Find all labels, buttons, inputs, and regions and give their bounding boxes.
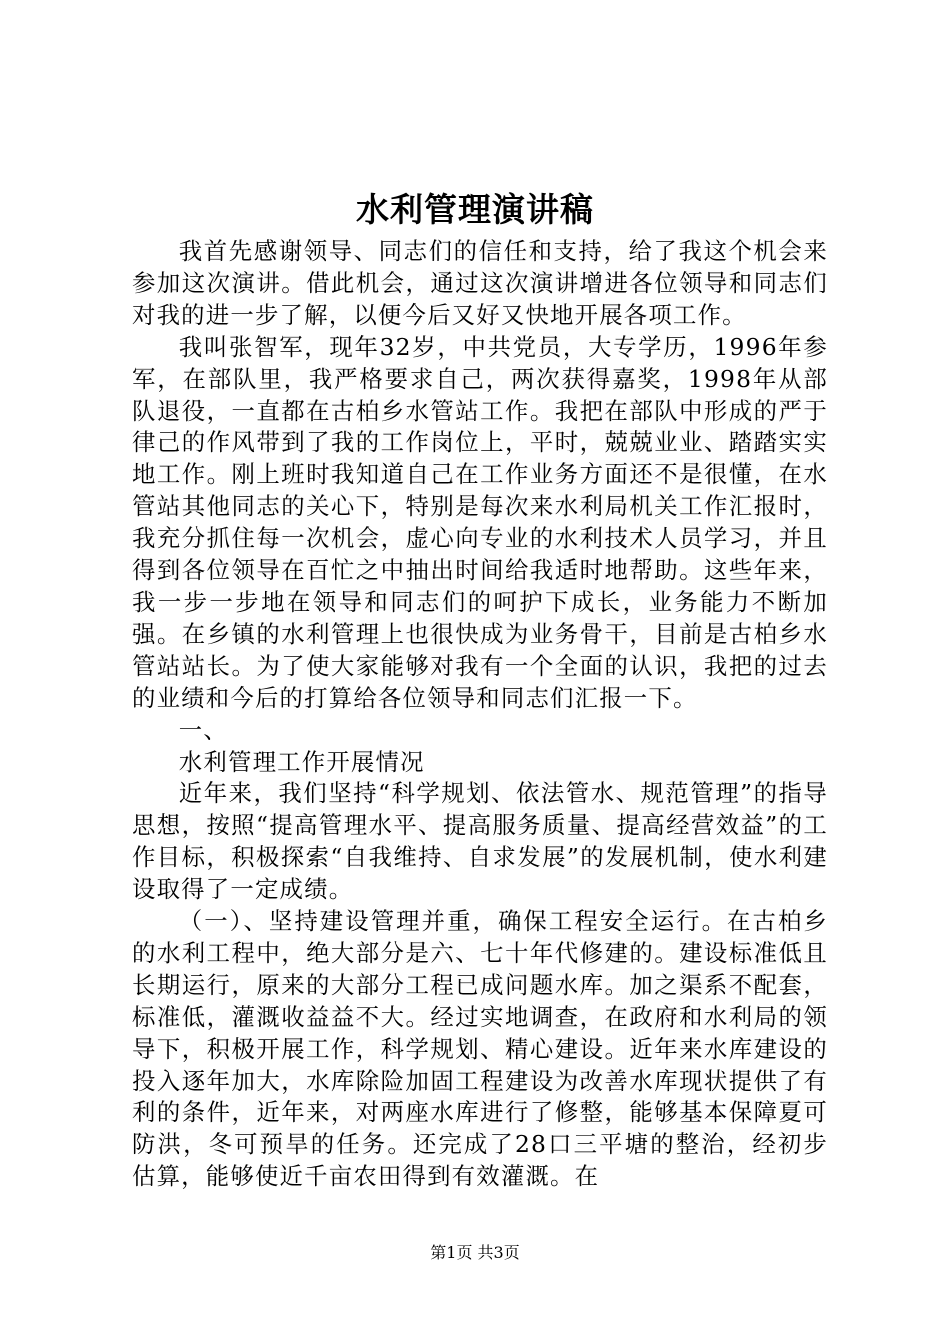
paragraph-item-one: （一）、坚持建设管理并重，确保工程安全运行。在古柏乡的水利工程中，绝大部分是六、七十年代修建的。建设标准低且长期运行，原来的大部分工程已成问题水库。加之渠系不配套，标准低，灌溉收益益不大。经过实地调查，在政府和水利局的领导下，积极开展工作，科学规划、精心建设。近年来水库建设的投入逐年加大，水库除险加固工程建设为改善水库现状提供了有利的条件，近年来，对两座水库进行了修整，能够基本保障夏可防洪，冬可预旱的任务。还完成了28口三平塘的整治，经初步估算，能够使近千亩农田得到有效灌溉。在	[132, 907, 828, 1191]
paragraph-overview: 近年来，我们坚持“科学规划、依法管水、规范管理”的指导思想，按照“提高管理水平、提高服务质量、提高经营效益”的工作目标，积极探索“自我维持、自求发展”的发展机制，使水利建设取得了一定成绩。	[132, 779, 828, 904]
page-footer: 第1页 共3页	[430, 1243, 520, 1262]
document-title: 水利管理演讲稿	[356, 190, 594, 229]
section-number: 一、	[178, 715, 228, 744]
document-body	[132, 236, 828, 1193]
paragraph-self-introduction: 我叫张智军，现年32岁，中共党员，大专学历，1996年参军，在部队里，我严格要求自己，两次获得嘉奖，1998年从部队退役，一直都在古柏乡水管站工作。我把在部队中形成的严于律己的作风带到了我的工作岗位上，平时，兢兢业业、踏踏实实地工作。刚上班时我知道自己在工作业务方面还不是很懂，在水管站其他同志的关心下，特别是每次来水利局机关工作汇报时，我充分抓住每一次机会，虚心向专业的水利技术人员学习，并且得到各位领导在百忙之中抽出时间给我适时地帮助。这些年来，我一步一步地在领导和同志们的呵护下成长，业务能力不断加强。在乡镇的水利管理上也很快成为业务骨干，目前是古柏乡水管站站长。为了使大家能够对我有一个全面的认识，我把的过去的业绩和今后的打算给各位领导和同志们汇报一下。	[132, 332, 828, 712]
section-heading: 水利管理工作开展情况	[178, 747, 425, 776]
paragraph-intro: 我首先感谢领导、同志们的信任和支持，给了我这个机会来参加这次演讲。借此机会，通过这次演讲增进各位领导和同志们对我的进一步了解，以便今后又好又快地开展各项工作。	[132, 237, 828, 329]
